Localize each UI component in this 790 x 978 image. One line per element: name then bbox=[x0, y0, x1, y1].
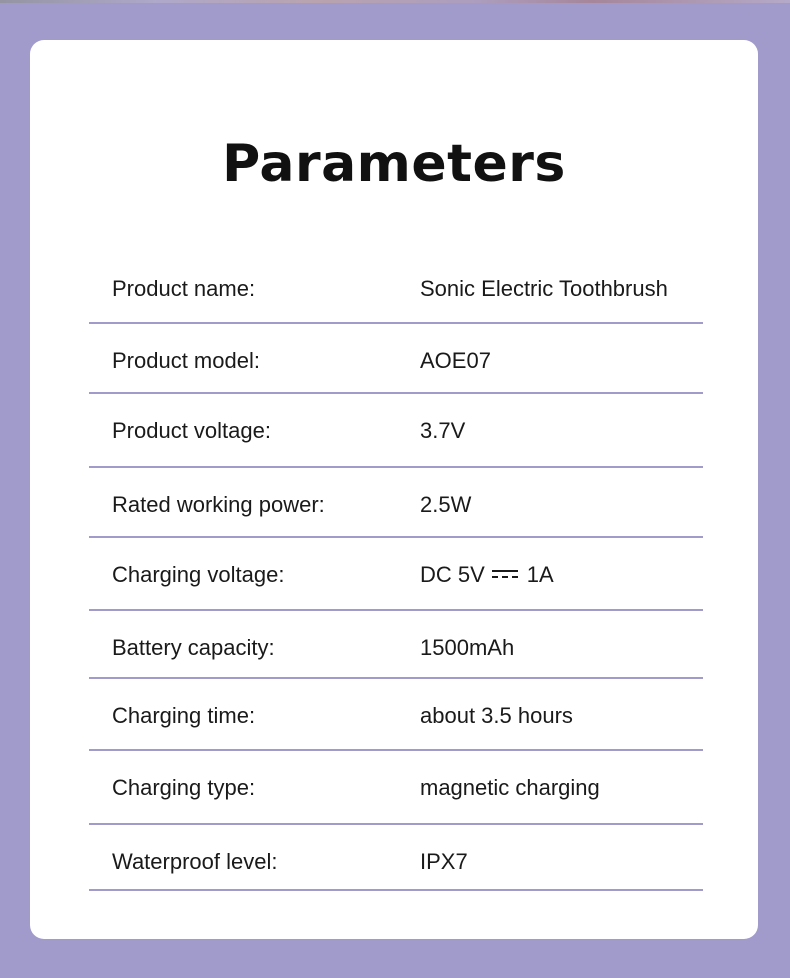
param-row-product-model bbox=[89, 324, 703, 394]
param-label: Waterproof level: bbox=[112, 849, 278, 874]
param-value: 1500mAh bbox=[420, 635, 515, 660]
param-row-battery-capacity bbox=[89, 611, 703, 679]
param-row-product-name bbox=[89, 252, 703, 324]
param-value bbox=[420, 564, 554, 586]
param-value: about 3.5 hours bbox=[420, 703, 573, 728]
param-label: Product model: bbox=[112, 348, 260, 373]
param-row-charging-type bbox=[89, 751, 703, 825]
param-value: IPX7 bbox=[420, 849, 468, 874]
param-label: Product name: bbox=[112, 276, 256, 301]
param-value: 3.7V bbox=[420, 418, 466, 443]
parameters-table bbox=[89, 252, 703, 891]
param-row-charging-time bbox=[89, 679, 703, 751]
top-image-strip bbox=[0, 0, 790, 3]
param-value: AOE07 bbox=[420, 348, 491, 373]
parameters-card bbox=[30, 40, 758, 939]
param-row-charging-voltage bbox=[89, 538, 703, 611]
param-label: Rated working power: bbox=[112, 492, 325, 517]
param-value: Sonic Electric Toothbrush bbox=[420, 276, 668, 301]
param-label: Battery capacity: bbox=[112, 635, 275, 660]
param-label: Charging time: bbox=[112, 703, 256, 728]
param-label: Charging type: bbox=[112, 775, 256, 800]
page-title: Parameters bbox=[222, 134, 566, 194]
param-row-waterproof-level bbox=[89, 825, 703, 891]
dc-current-icon bbox=[492, 570, 518, 580]
param-row-rated-working-power bbox=[89, 468, 703, 538]
param-value: 2.5W bbox=[420, 492, 472, 517]
param-label: Product voltage: bbox=[112, 418, 271, 443]
param-value-prefix: DC 5V bbox=[420, 562, 485, 587]
param-row-product-voltage bbox=[89, 394, 703, 468]
param-value-suffix: 1A bbox=[526, 562, 554, 587]
param-label: Charging voltage: bbox=[112, 562, 285, 587]
param-value: magnetic charging bbox=[420, 775, 600, 800]
